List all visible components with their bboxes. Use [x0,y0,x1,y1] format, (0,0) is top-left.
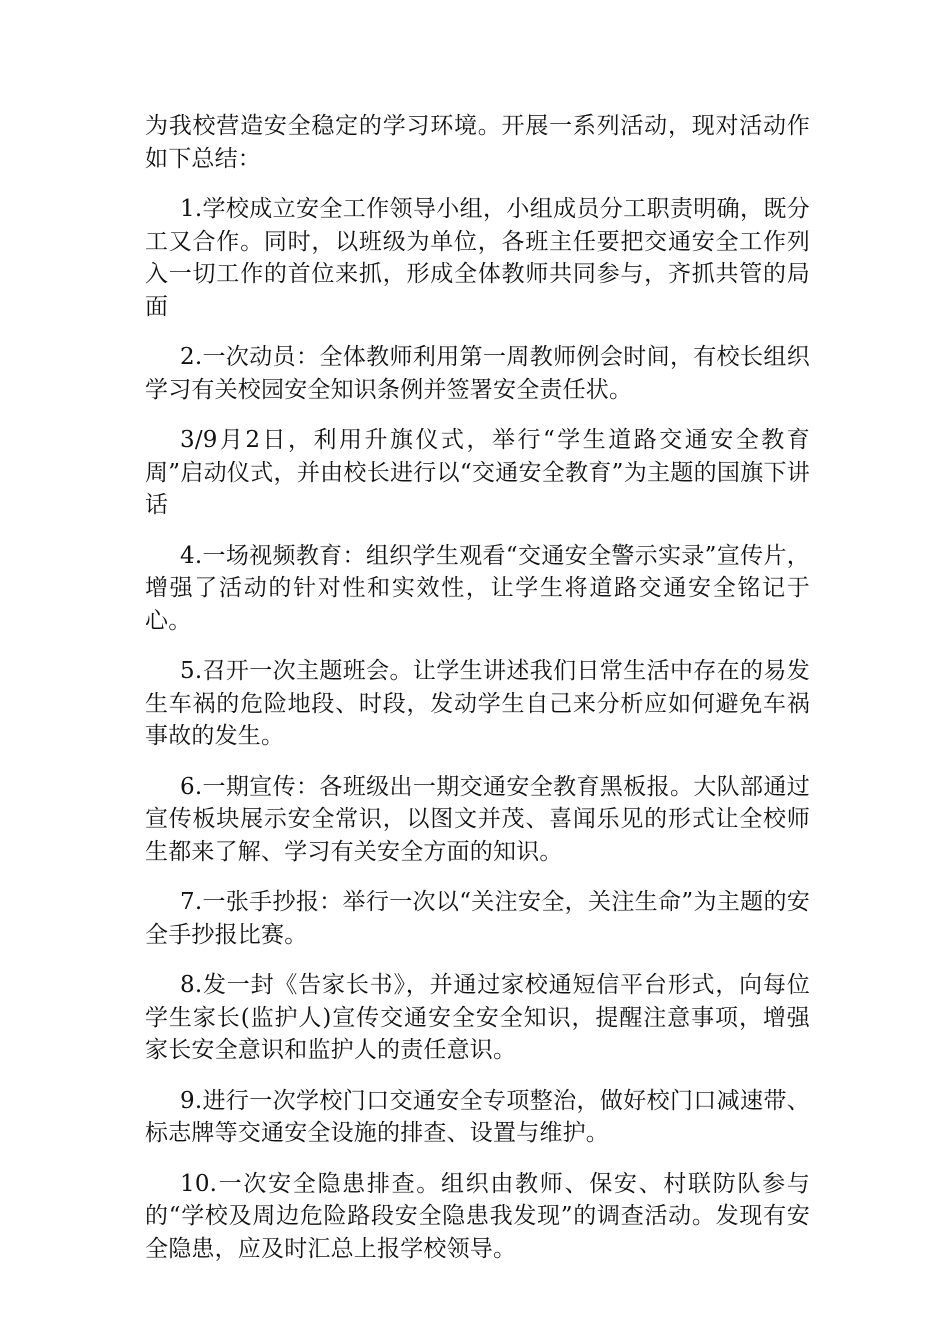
item-3-paragraph: 3/9月2日，利用升旗仪式，举行“学生道路交通安全教育周”启动仪式，并由校长进行以“交通安全教育”为主题的国旗下讲话 [145,427,810,518]
item-6-paragraph: 6.一期宣传：各班级出一期交通安全教育黑板报。大队部通过宣传板块展示安全常识，以图文并茂、喜闻乐见的形式让全校师生都来了解、学习有关安全方面的知识。 [145,773,810,865]
intro-paragraph: 为我校营造安全稳定的学习环境。开展一系列活动，现对活动作如下总结： [145,113,810,172]
item-1-paragraph: 1.学校成立安全工作领导小组，小组成员分工职责明确，既分工又合作。同时，以班级为单位，各班主任要把交通安全工作列入一切工作的首位来抓，形成全体教师共同参与，齐抓共管的局面 [145,196,810,320]
item-5-paragraph: 5.召开一次主题班会。让学生讲述我们日常生活中存在的易发生车祸的危险地段、时段，发动学生自己来分析应如何避免车祸事故的发生。 [145,658,810,749]
item-2-paragraph: 2.一次动员：全体教师利用第一周教师例会时间，有校长组织学习有关校园安全知识条例并签署安全责任状。 [145,344,810,403]
item-4-paragraph: 4.一场视频教育：组织学生观看“交通安全警示实录”宣传片，增强了活动的针对性和实效性，让学生将道路交通安全铭记于心。 [145,542,810,634]
item-10-paragraph: 10.一次安全隐患排查。组织由教师、保安、村联防队参与的“学校及周边危险路段安全隐患我发现”的调查活动。发现有安全隐患，应及时汇总上报学校领导。 [145,1170,810,1262]
item-8-paragraph: 8.发一封《告家长书》，并通过家校通短信平台形式，向每位学生家长(监护人)宣传交通安全安全知识，提醒注意事项，增强家长安全意识和监护人的责任意识。 [145,972,810,1063]
document-body [145,110,810,1265]
item-9-paragraph: 9.进行一次学校门口交通安全专项整治，做好校门口减速带、标志牌等交通安全设施的排查、设置与维护。 [145,1087,810,1146]
item-7-paragraph: 7.一张手抄报：举行一次以“关注安全，关注生命”为主题的安全手抄报比赛。 [145,889,810,948]
